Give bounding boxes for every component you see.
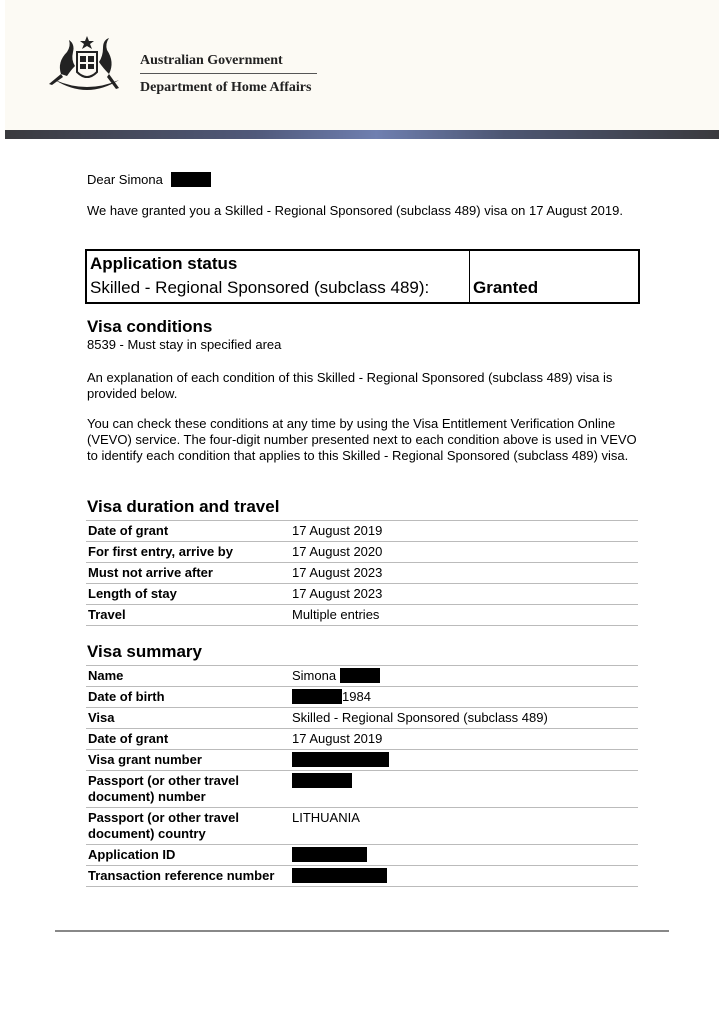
table-row <box>86 808 638 845</box>
visa-conditions-heading: Visa conditions <box>87 317 213 336</box>
condition-item: 8539 - Must stay in specified area <box>87 337 282 352</box>
application-status-box <box>85 249 640 304</box>
row-label: Date of birth <box>88 689 165 704</box>
row-value: 17 August 2019 <box>292 731 383 746</box>
redaction-box <box>292 752 389 767</box>
row-value <box>292 773 638 805</box>
row-value: Skilled - Regional Sponsored (subclass 489) <box>292 710 548 725</box>
row-value <box>292 689 638 705</box>
redaction-box <box>171 172 211 187</box>
table-row <box>86 750 638 771</box>
table-row <box>86 584 638 605</box>
row-label: Visa <box>88 710 115 725</box>
row-label: Date of grant <box>88 731 169 746</box>
header-banner <box>5 130 719 139</box>
table-row <box>86 845 638 866</box>
table-row <box>86 542 638 563</box>
row-value <box>292 868 638 884</box>
row-value <box>292 752 638 768</box>
table-row <box>86 521 638 542</box>
coat-of-arms-icon <box>47 34 127 98</box>
table-row <box>86 666 638 687</box>
status-title: Application status <box>90 254 238 273</box>
footer-divider <box>55 930 669 932</box>
row-value: 17 August 2023 <box>292 586 383 601</box>
row-value <box>292 668 638 684</box>
table-row <box>86 563 638 584</box>
status-divider <box>469 251 470 302</box>
redaction-box <box>340 668 380 683</box>
row-label: Application ID <box>88 847 176 862</box>
redaction-box <box>292 847 367 862</box>
table-row <box>86 729 638 750</box>
row-value: Multiple entries <box>292 607 380 622</box>
row-value: 17 August 2023 <box>292 565 383 580</box>
visa-summary-heading: Visa summary <box>87 642 202 661</box>
status-visa-name: Skilled - Regional Sponsored (subclass 489): <box>90 278 430 297</box>
redaction-box <box>292 773 352 788</box>
department-title: Department of Home Affairs <box>140 80 312 95</box>
visa-duration-table <box>86 520 638 626</box>
table-row <box>86 605 638 626</box>
name-value: Simona <box>292 668 337 683</box>
row-label: Must not arrive after <box>88 565 213 580</box>
vevo-text: You can check these conditions at any time by using the Visa Entitlement Verification Online (VEVO) service. The four-digit number presented next to each condition above is used in VEVO to identify each condition that applies to this Skilled - Regional Sponsored (subclass 489) visa. <box>87 416 637 463</box>
row-label: Length of stay <box>88 586 177 601</box>
letterhead-divider <box>140 73 317 74</box>
row-value <box>292 847 638 863</box>
visa-summary-table <box>86 665 638 887</box>
table-row <box>86 687 638 708</box>
row-label: Passport (or other travel document) country <box>88 810 239 841</box>
table-row <box>86 866 638 887</box>
redaction-box <box>292 868 387 883</box>
row-value: 17 August 2020 <box>292 544 383 559</box>
granted-text: We have granted you a Skilled - Regional Sponsored (subclass 489) visa on 17 August 2019. <box>87 203 623 218</box>
table-row <box>86 771 638 808</box>
row-label: Passport (or other travel document) number <box>88 773 239 804</box>
row-label: Travel <box>88 607 126 622</box>
row-label: For first entry, arrive by <box>88 544 233 559</box>
conditions-explanation: An explanation of each condition of this Skilled - Regional Sponsored (subclass 489) visa is provided below. <box>87 370 613 401</box>
row-value: LITHUANIA <box>292 810 360 825</box>
row-label: Transaction reference number <box>88 868 275 883</box>
row-value: 17 August 2019 <box>292 523 383 538</box>
row-label: Date of grant <box>88 523 169 538</box>
table-row <box>86 708 638 729</box>
visa-duration-heading: Visa duration and travel <box>87 497 280 516</box>
status-value: Granted <box>473 278 539 297</box>
greeting-text: Dear Simona <box>87 172 163 187</box>
greeting <box>87 172 647 188</box>
row-label: Visa grant number <box>88 752 202 767</box>
redaction-box <box>292 689 342 704</box>
letterhead <box>5 0 719 130</box>
dob-value: 1984 <box>342 689 371 704</box>
government-title: Australian Government <box>140 53 283 68</box>
row-label: Name <box>88 668 124 683</box>
